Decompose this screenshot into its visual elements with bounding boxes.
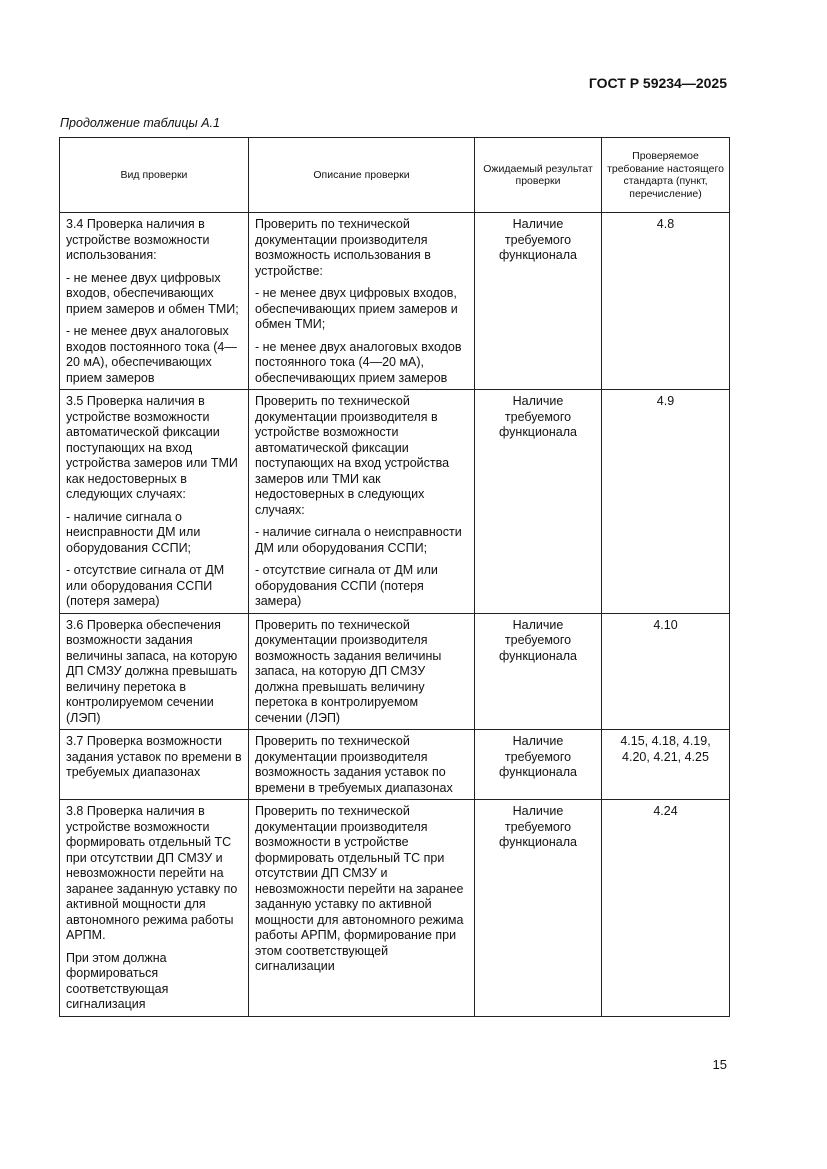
- check-cell: [60, 800, 249, 1017]
- header-expected-result: Ожидаемый результат проверки: [475, 138, 602, 213]
- result-cell: Наличие требуемого функционала: [475, 613, 602, 730]
- verification-table: [59, 137, 730, 1017]
- check-text: 3.4 Проверка наличия в устройстве возможности использования:: [66, 217, 210, 262]
- requirement-cell: 4.24: [602, 800, 730, 1017]
- description-text: Проверить по технической документации производителя в устройстве возможности автоматической фиксации поступающих на вход устройства замеров или ТМИ как недостоверных в следующих случаях:: [255, 394, 450, 517]
- description-text: - не менее двух аналоговых входов постоянного тока (4—20 мА), обеспечивающих прием замеров: [255, 339, 462, 385]
- header-requirement: Проверяемое требование настоящего стандарта (пункт, перечисление): [602, 138, 730, 213]
- description-cell: [249, 390, 475, 614]
- description-cell: [249, 213, 475, 390]
- description-text: - отсутствие сигнала от ДМ или оборудования ССПИ (потеря замера): [255, 563, 438, 608]
- description-text: Проверить по технической документации производителя возможности в устройстве формировать отдельный ТС при отсутствии ДП СМЗУ и невозможности перейти на заранее заданную уставку по активной мощности для автономного режима работы АРПМ, формирование при этом соответствующей сигнализации: [255, 804, 464, 973]
- check-text: При этом должна формироваться соответствующая сигнализация: [66, 950, 169, 1011]
- description-cell: [249, 800, 475, 1017]
- document-code: ГОСТ Р 59234—2025: [588, 75, 727, 91]
- header-check-description: Описание проверки: [249, 138, 475, 213]
- check-text: 3.7 Проверка возможности задания уставок по времени в требуемых диапазонах: [66, 734, 242, 779]
- check-cell: [60, 613, 249, 730]
- result-cell: Наличие требуемого функционала: [475, 800, 602, 1017]
- description-text: - наличие сигнала о неисправности ДМ или оборудования ССПИ;: [255, 525, 462, 555]
- requirement-cell: 4.8: [602, 213, 730, 390]
- check-text: 3.5 Проверка наличия в устройстве возможности автоматической фиксации поступающих на вход устройства замеров или ТМИ как недостоверных в следующих случаях:: [66, 394, 238, 501]
- table-row: [60, 213, 730, 390]
- check-text: - не менее двух цифровых входов, обеспечивающих прием замеров и обмен ТМИ;: [66, 270, 239, 316]
- check-cell: [60, 390, 249, 614]
- table-row: [60, 390, 730, 614]
- description-cell: [249, 730, 475, 800]
- check-cell: [60, 213, 249, 390]
- result-cell: Наличие требуемого функционала: [475, 390, 602, 614]
- description-cell: [249, 613, 475, 730]
- table-row: [60, 613, 730, 730]
- table-row: [60, 730, 730, 800]
- check-text: - не менее двух аналоговых входов постоянного тока (4—20 мА), обеспечивающих прием замеров: [66, 324, 237, 385]
- result-cell: Наличие требуемого функционала: [475, 213, 602, 390]
- table-caption: Продолжение таблицы А.1: [60, 116, 220, 130]
- description-text: - не менее двух цифровых входов, обеспечивающих прием замеров и обмен ТМИ;: [255, 286, 458, 331]
- page-number: 15: [712, 1057, 727, 1072]
- table-header-row: [60, 138, 730, 213]
- description-text: Проверить по технической документации производителя возможность задания уставок по времени в требуемых диапазонах: [255, 734, 453, 795]
- check-text: - наличие сигнала о неисправности ДМ или оборудования ССПИ;: [66, 509, 201, 555]
- result-cell: Наличие требуемого функционала: [475, 730, 602, 800]
- check-text: - отсутствие сигнала от ДМ или оборудования ССПИ (потеря замера): [66, 563, 225, 608]
- check-cell: [60, 730, 249, 800]
- check-text: 3.8 Проверка наличия в устройстве возможности формировать отдельный ТС при отсутствии ДП СМЗУ и невозможности перейти на заранее заданную уставку по активной мощности для автономного режима работы АРПМ.: [66, 804, 238, 942]
- requirement-cell: 4.9: [602, 390, 730, 614]
- description-text: Проверить по технической документации производителя возможность задания величины запаса, на которую ДП СМЗУ должна превышать величину перетока в контролируемом сечении (ЛЭП): [255, 617, 442, 725]
- requirement-cell: 4.15, 4.18, 4.19, 4.20, 4.21, 4.25: [602, 730, 730, 800]
- requirement-cell: 4.10: [602, 613, 730, 730]
- description-text: Проверить по технической документации производителя возможность использования в устройстве:: [255, 217, 431, 278]
- table-row: [60, 800, 730, 1017]
- header-check-type: Вид проверки: [60, 138, 249, 213]
- check-text: 3.6 Проверка обеспечения возможности задания величины запаса, на которую ДП СМЗУ должна превышать величину перетока в контролируемом сечении (ЛЭП): [66, 617, 238, 725]
